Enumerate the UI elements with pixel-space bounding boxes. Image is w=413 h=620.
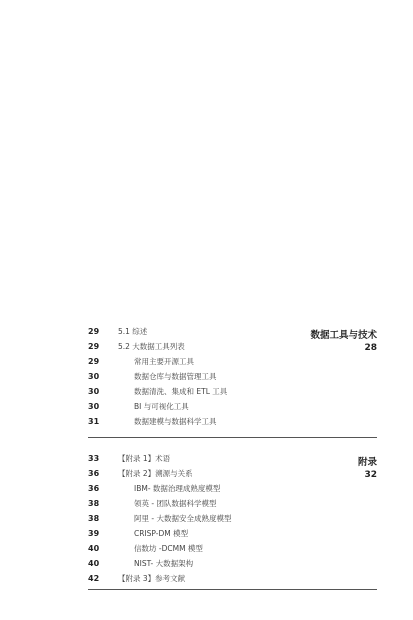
entry-text: 数据清洗、集成和 ETL 工具: [134, 387, 228, 396]
entry-text: IBM- 数据治理成熟度模型: [134, 484, 221, 493]
entry-page: 38: [88, 499, 100, 508]
section-divider: [88, 437, 377, 438]
toc-entry[interactable]: [88, 511, 308, 527]
entry-text: 5.2 大数据工具列表: [118, 342, 185, 351]
entry-page: 39: [88, 529, 100, 538]
toc-entry[interactable]: [88, 451, 308, 467]
entry-page: 42: [88, 574, 100, 583]
entry-page: 33: [88, 454, 100, 463]
toc-entry[interactable]: [88, 324, 288, 340]
entry-page: 36: [88, 469, 100, 478]
entry-page: 29: [88, 327, 100, 336]
entry-page: 30: [88, 402, 100, 411]
toc-entry[interactable]: [88, 571, 308, 587]
entry-text: BI 与可视化工具: [134, 402, 189, 411]
toc-entry[interactable]: [88, 399, 288, 415]
toc-entry[interactable]: [88, 541, 308, 557]
toc-entry[interactable]: [88, 481, 308, 497]
toc-entry[interactable]: [88, 526, 308, 542]
entry-text: 【附录 1】术语: [118, 454, 171, 463]
entry-page: 40: [88, 544, 100, 553]
entry-text: 数据仓库与数据管理工具: [134, 372, 217, 381]
section-title: 数据工具与技术: [310, 330, 377, 341]
entry-page: 31: [88, 417, 100, 426]
entry-text: NIST- 大数据架构: [134, 559, 194, 568]
entry-text: 信数坊 -DCMM 模型: [134, 544, 203, 553]
toc-section-data-tools: [88, 324, 377, 444]
toc-entry[interactable]: [88, 369, 288, 385]
toc-section-appendix: [88, 451, 377, 596]
entry-page: 36: [88, 484, 100, 493]
toc-entry[interactable]: [88, 384, 288, 400]
entry-text: 常用主要开源工具: [134, 357, 194, 366]
entry-text: 领英 - 团队数据科学模型: [134, 499, 217, 508]
toc-entry[interactable]: [88, 354, 288, 370]
entry-page: 30: [88, 372, 100, 381]
toc-entry[interactable]: [88, 339, 288, 355]
section-page: 32: [364, 470, 377, 480]
toc-entry[interactable]: [88, 496, 308, 512]
section-title: 附录: [357, 457, 377, 468]
entry-text: 【附录 3】参考文献: [118, 574, 186, 583]
entry-text: 【附录 2】溯源与关系: [118, 469, 193, 478]
entry-page: 38: [88, 514, 100, 523]
toc-entry[interactable]: [88, 466, 308, 482]
entry-text: 阿里 - 大数据安全成熟度模型: [134, 514, 232, 523]
toc-entry[interactable]: [88, 556, 308, 572]
entry-text: 5.1 综述: [118, 327, 148, 336]
entry-text: CRISP-DM 模型: [134, 529, 189, 538]
entry-page: 30: [88, 387, 100, 396]
section-divider: [88, 589, 377, 590]
entry-text: 数据建模与数据科学工具: [134, 417, 217, 426]
entry-page: 29: [88, 357, 100, 366]
toc-entry[interactable]: [88, 414, 288, 430]
entry-page: 29: [88, 342, 100, 351]
entry-page: 40: [88, 559, 100, 568]
section-page: 28: [364, 343, 377, 353]
